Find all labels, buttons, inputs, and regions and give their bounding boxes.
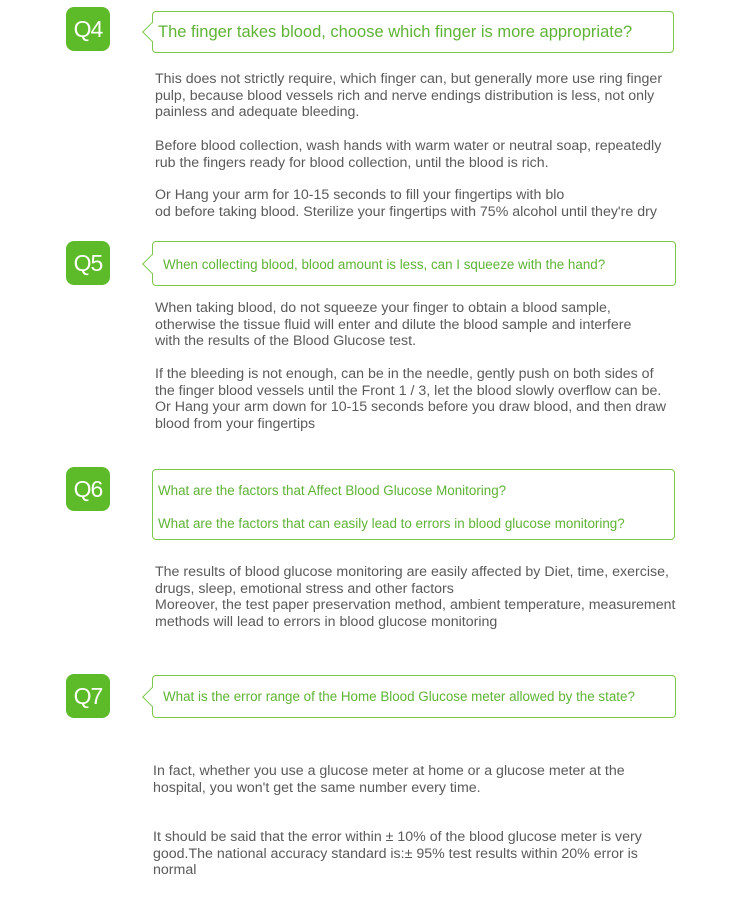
bubble-pointer: [142, 254, 162, 274]
text-line: Or Hang your arm for 10-15 seconds to fill your fingertips with blo: [155, 187, 565, 203]
text-line: rub the fingers ready for blood collection, until the blood is rich.: [155, 154, 549, 171]
q4-question-bubble: [152, 11, 674, 53]
text-line: Or Hang your arm down for 10-15 seconds before you draw blood, and then draw: [155, 399, 667, 415]
q7-question-bubble: [152, 675, 676, 718]
text-line: with the results of the Blood Glucose test.: [155, 333, 417, 349]
q6-question-1: What are the factors that Affect Blood Glucose Monitoring?: [158, 483, 507, 498]
text-line: blood from your fingertips: [155, 415, 316, 432]
q6-answer-paragraph-1: [155, 564, 735, 630]
text-line: od before taking blood. Sterilize your fingertips with 75% alcohol until they're dry: [155, 203, 657, 220]
q7-answer-paragraph-1: [153, 763, 733, 796]
q6-question-2: What are the factors that can easily lead to errors in blood glucose monitoring?: [158, 516, 625, 531]
clipped-top-text: [250, 0, 390, 4]
q4-question: The finger takes blood, choose which finger is more appropriate?: [158, 23, 633, 41]
q5-answer-paragraph-1: [155, 300, 735, 350]
text-line: Moreover, the test paper preservation method, ambient temperature, measurement: [155, 597, 676, 613]
bubble-pointer: [142, 687, 162, 707]
text-line: drugs, sleep, emotional stress and other factors: [155, 580, 454, 597]
text-line: When taking blood, do not squeeze your finger to obtain a blood sample,: [155, 300, 611, 316]
text-line: Before blood collection, wash hands with warm water or neutral soap, repeatedly: [155, 138, 662, 154]
q4-answer-paragraph-2: [155, 138, 735, 171]
text-line: In fact, whether you use a glucose meter at home or a glucose meter at the: [153, 763, 625, 779]
q5-badge: Q5: [66, 241, 110, 285]
q7-answer-paragraph-2: [153, 829, 733, 879]
text-line: The results of blood glucose monitoring are easily affected by Diet, time, exercise,: [155, 564, 669, 580]
text-line: pulp, because blood vessels rich and nerve endings distribution is less, not only: [155, 87, 655, 104]
text-line: good.The national accuracy standard is:± 95% test results within 20% error is: [153, 845, 638, 862]
text-line: methods will lead to errors in blood glucose monitoring: [155, 613, 498, 630]
text-line: normal: [153, 862, 197, 878]
q5-question-bubble: [152, 241, 676, 286]
text-line: otherwise the tissue fluid will enter and dilute the blood sample and interfere: [155, 316, 632, 333]
q6-question-bubble: [152, 469, 675, 540]
text-line: This does not strictly require, which finger can, but generally more use ring finger: [155, 71, 663, 87]
text-line: If the bleeding is not enough, can be in the needle, gently push on both sides of: [155, 366, 654, 382]
q5-answer-paragraph-2: [155, 366, 735, 432]
q7-badge: Q7: [66, 674, 110, 718]
q5-question: When collecting blood, blood amount is less, can I squeeze with the hand?: [163, 257, 606, 272]
text-line: painless and adequate bleeding.: [155, 104, 360, 120]
q7-question: What is the error range of the Home Blood Glucose meter allowed by the state?: [163, 689, 635, 704]
text-line: the finger blood vessels until the Front 1 / 3, let the blood slowly overflow can be.: [155, 382, 662, 399]
q6-badge: Q6: [66, 467, 110, 511]
text-line: hospital, you won't get the same number every time.: [153, 779, 481, 796]
q4-badge: Q4: [66, 7, 110, 51]
q4-answer-paragraph-1: [155, 71, 735, 121]
text-line: It should be said that the error within ± 10% of the blood glucose meter is very: [153, 829, 642, 845]
q4-answer-paragraph-3: [155, 187, 735, 220]
